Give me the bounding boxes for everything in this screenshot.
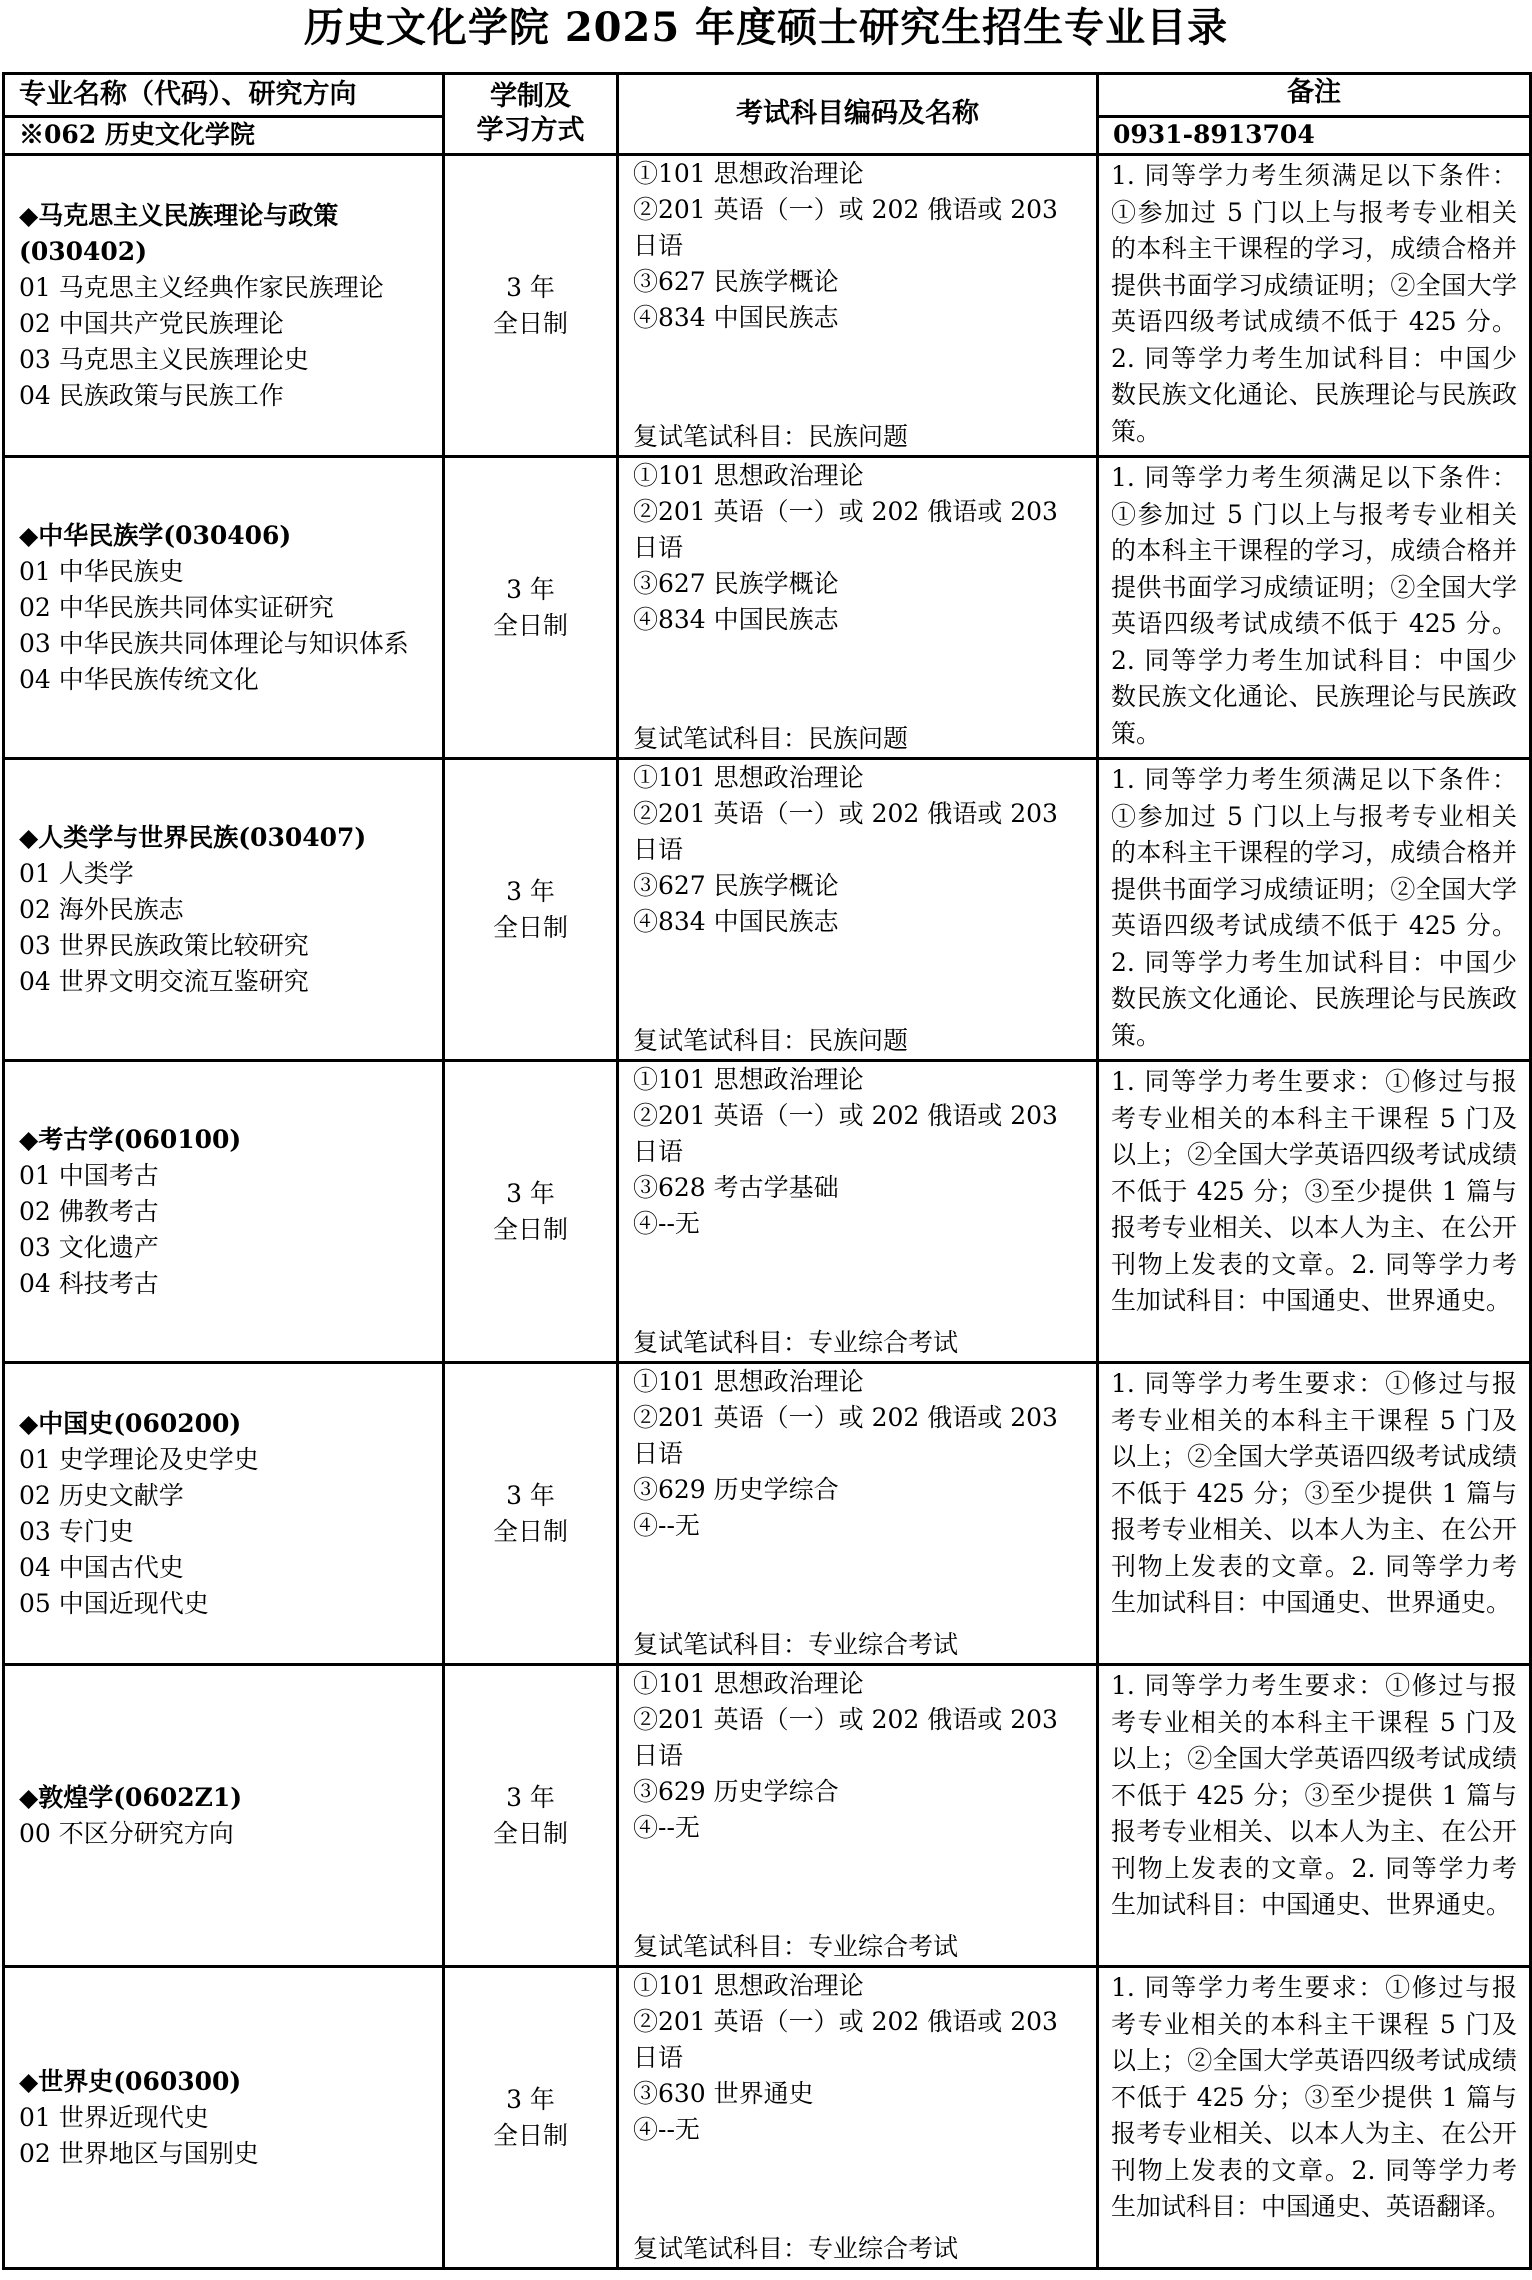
research-direction: 04 中华民族传统文化 [19,664,259,694]
major-cell [4,1665,444,1967]
exam-subjects-cell [618,1665,1098,1967]
notes-cell: 1. 同等学力考生要求：①修过与报考专业相关的本科主干课程 5 门及以上；②全国大学英语四级考试成绩不低于 425 分；③至少提供 1 篇与报考专业相关、以本人为主、在公开刊物上发表的文章。2. 同等学力考生加试科目：中国通史、世界通史。 [1098,1363,1531,1665]
study-mode: 全日制 [492,1214,568,1244]
header-major: 专业名称（代码）、研究方向 [4,74,444,117]
major-cell [4,1363,444,1665]
research-direction: 02 海外民族志 [19,894,184,924]
header-duration [444,74,618,155]
exam-subject: ④--无 [633,1813,700,1842]
research-direction: 04 中国古代史 [19,1552,184,1582]
research-direction: 01 史学理论及史学史 [19,1444,259,1474]
retest-subject: 复试笔试科目：民族问题 [633,422,909,451]
study-mode: 全日制 [492,1516,568,1546]
exam-subject: ④--无 [633,1209,700,1238]
duration: 3 年 [506,2084,555,2114]
major-name: ◆敦煌学(0602Z1) [19,1782,243,1812]
exam-subject: ④--无 [633,2115,700,2144]
exam-subject: ④834 中国民族志 [633,303,839,332]
major-name: ◆世界史(060300) [19,2066,242,2096]
research-direction: 02 世界地区与国别史 [19,2138,259,2168]
exam-subject: ③628 考古学基础 [633,1173,839,1202]
major-name: ◆马克思主义民族理论与政策(030402) [19,200,339,266]
exam-subject: ①101 思想政治理论 [633,461,864,490]
retest-subject: 复试笔试科目：民族问题 [633,1026,909,1055]
study-mode: 全日制 [492,1818,568,1848]
exam-subject: ③627 民族学概论 [633,569,839,598]
exam-subject: ②201 英语（一）或 202 俄语或 203 日语 [633,497,1058,562]
major-row [4,1967,1531,2269]
research-direction: 03 专门史 [19,1516,134,1546]
exam-subjects-cell [618,1061,1098,1363]
research-direction: 02 中国共产党民族理论 [19,308,284,338]
retest-subject: 复试笔试科目：民族问题 [633,724,909,753]
exam-subjects-cell [618,1967,1098,2269]
major-row [4,155,1531,457]
exam-subject: ②201 英语（一）或 202 俄语或 203 日语 [633,799,1058,864]
notes-cell: 1. 同等学力考生要求：①修过与报考专业相关的本科主干课程 5 门及以上；②全国大学英语四级考试成绩不低于 425 分；③至少提供 1 篇与报考专业相关、以本人为主、在公开刊物上发表的文章。2. 同等学力考生加试科目：中国通史、世界通史。 [1098,1665,1531,1967]
research-direction: 03 世界民族政策比较研究 [19,930,309,960]
study-mode-cell [444,1061,618,1363]
duration: 3 年 [506,1480,555,1510]
major-cell [4,759,444,1061]
exam-subjects-cell [618,457,1098,759]
exam-subject: ②201 英语（一）或 202 俄语或 203 日语 [633,195,1058,260]
major-cell [4,155,444,457]
study-mode-cell [444,457,618,759]
college-name: ※062 历史文化学院 [4,117,444,155]
study-mode-cell [444,1363,618,1665]
study-mode-cell [444,1967,618,2269]
research-direction: 04 科技考古 [19,1268,159,1298]
exam-subject: ①101 思想政治理论 [633,1065,864,1094]
research-direction: 04 世界文明交流互鉴研究 [19,966,309,996]
research-direction: 04 民族政策与民族工作 [19,380,284,410]
research-direction: 02 佛教考古 [19,1196,159,1226]
major-row [4,1665,1531,1967]
retest-subject: 复试笔试科目：专业综合考试 [633,1630,959,1659]
major-row [4,457,1531,759]
duration: 3 年 [506,574,555,604]
study-mode: 全日制 [492,610,568,640]
research-direction: 03 马克思主义民族理论史 [19,344,309,374]
duration: 3 年 [506,272,555,302]
exam-subject: ②201 英语（一）或 202 俄语或 203 日语 [633,1705,1058,1770]
exam-subject: ③627 民族学概论 [633,267,839,296]
retest-subject: 复试笔试科目：专业综合考试 [633,1328,959,1357]
exam-subject: ①101 思想政治理论 [633,1669,864,1698]
exam-subjects-cell [618,155,1098,457]
major-cell [4,1061,444,1363]
exam-subject: ①101 思想政治理论 [633,1971,864,2000]
exam-subject: ④834 中国民族志 [633,605,839,634]
research-direction: 02 历史文献学 [19,1480,184,1510]
research-direction: 03 文化遗产 [19,1232,159,1262]
research-direction: 01 中国考古 [19,1160,159,1190]
major-cell [4,1967,444,2269]
exam-subject: ④--无 [633,1511,700,1540]
research-direction: 01 人类学 [19,858,134,888]
major-name: ◆中国史(060200) [19,1408,242,1438]
major-name: ◆考古学(060100) [19,1124,242,1154]
exam-subject: ②201 英语（一）或 202 俄语或 203 日语 [633,1403,1058,1468]
study-mode-cell [444,1665,618,1967]
exam-subject: ③627 民族学概论 [633,871,839,900]
major-name: ◆人类学与世界民族(030407) [19,822,367,852]
notes-cell: 1. 同等学力考生须满足以下条件：①参加过 5 门以上与报考专业相关的本科主干课程的学习，成绩合格并提供书面学习成绩证明；②全国大学英语四级考试成绩不低于 425 分。2. 同等学力考生加试科目：中国少数民族文化通论、民族理论与民族政策。 [1098,759,1531,1061]
catalog-table [2,72,1532,2270]
college-phone: 0931-8913704 [1098,117,1531,155]
major-row [4,1061,1531,1363]
research-direction: 05 中国近现代史 [19,1588,209,1618]
notes-cell: 1. 同等学力考生要求：①修过与报考专业相关的本科主干课程 5 门及以上；②全国大学英语四级考试成绩不低于 425 分；③至少提供 1 篇与报考专业相关、以本人为主、在公开刊物上发表的文章。2. 同等学力考生加试科目：中国通史、世界通史。 [1098,1061,1531,1363]
research-direction: 01 中华民族史 [19,556,184,586]
exam-subject: ④834 中国民族志 [633,907,839,936]
duration: 3 年 [506,876,555,906]
study-mode-cell [444,155,618,457]
major-cell [4,457,444,759]
exam-subject: ①101 思想政治理论 [633,1367,864,1396]
duration: 3 年 [506,1178,555,1208]
retest-subject: 复试笔试科目：专业综合考试 [633,1932,959,1961]
research-direction: 03 中华民族共同体理论与知识体系 [19,628,409,658]
duration: 3 年 [506,1782,555,1812]
exam-subject: ③629 历史学综合 [633,1777,839,1806]
study-mode: 全日制 [492,2120,568,2150]
research-direction: 02 中华民族共同体实证研究 [19,592,334,622]
major-name: ◆中华民族学(030406) [19,520,292,550]
exam-subjects-cell [618,1363,1098,1665]
notes-cell: 1. 同等学力考生要求：①修过与报考专业相关的本科主干课程 5 门及以上；②全国大学英语四级考试成绩不低于 425 分；③至少提供 1 篇与报考专业相关、以本人为主、在公开刊物上发表的文章。2. 同等学力考生加试科目：中国通史、英语翻译。 [1098,1967,1531,2269]
exam-subject: ①101 思想政治理论 [633,159,864,188]
exam-subject: ③629 历史学综合 [633,1475,839,1504]
header-row [4,74,1531,117]
research-direction: 00 不区分研究方向 [19,1818,234,1848]
research-direction: 01 世界近现代史 [19,2102,209,2132]
research-direction: 01 马克思主义经典作家民族理论 [19,272,384,302]
study-mode-cell [444,759,618,1061]
exam-subject: ①101 思想政治理论 [633,763,864,792]
major-row [4,1363,1531,1665]
retest-subject: 复试笔试科目：专业综合考试 [633,2234,959,2263]
notes-cell: 1. 同等学力考生须满足以下条件：①参加过 5 门以上与报考专业相关的本科主干课程的学习，成绩合格并提供书面学习成绩证明；②全国大学英语四级考试成绩不低于 425 分。2. 同等学力考生加试科目：中国少数民族文化通论、民族理论与民族政策。 [1098,457,1531,759]
page-title: 历史文化学院 2025 年度硕士研究生招生专业目录 [303,4,1229,51]
header-notes: 备注 [1098,74,1531,117]
major-row [4,759,1531,1061]
study-mode: 全日制 [492,912,568,942]
exam-subjects-cell [618,759,1098,1061]
study-mode: 全日制 [492,308,568,338]
header-duration-line1: 学制及 [490,81,571,112]
exam-subject: ②201 英语（一）或 202 俄语或 203 日语 [633,2007,1058,2072]
header-exams: 考试科目编码及名称 [618,74,1098,155]
header-duration-line2: 学习方式 [476,115,585,146]
exam-subject: ③630 世界通史 [633,2079,814,2108]
notes-cell: 1. 同等学力考生须满足以下条件：①参加过 5 门以上与报考专业相关的本科主干课程的学习，成绩合格并提供书面学习成绩证明；②全国大学英语四级考试成绩不低于 425 分。2. 同等学力考生加试科目：中国少数民族文化通论、民族理论与民族政策。 [1098,155,1531,457]
exam-subject: ②201 英语（一）或 202 俄语或 203 日语 [633,1101,1058,1166]
